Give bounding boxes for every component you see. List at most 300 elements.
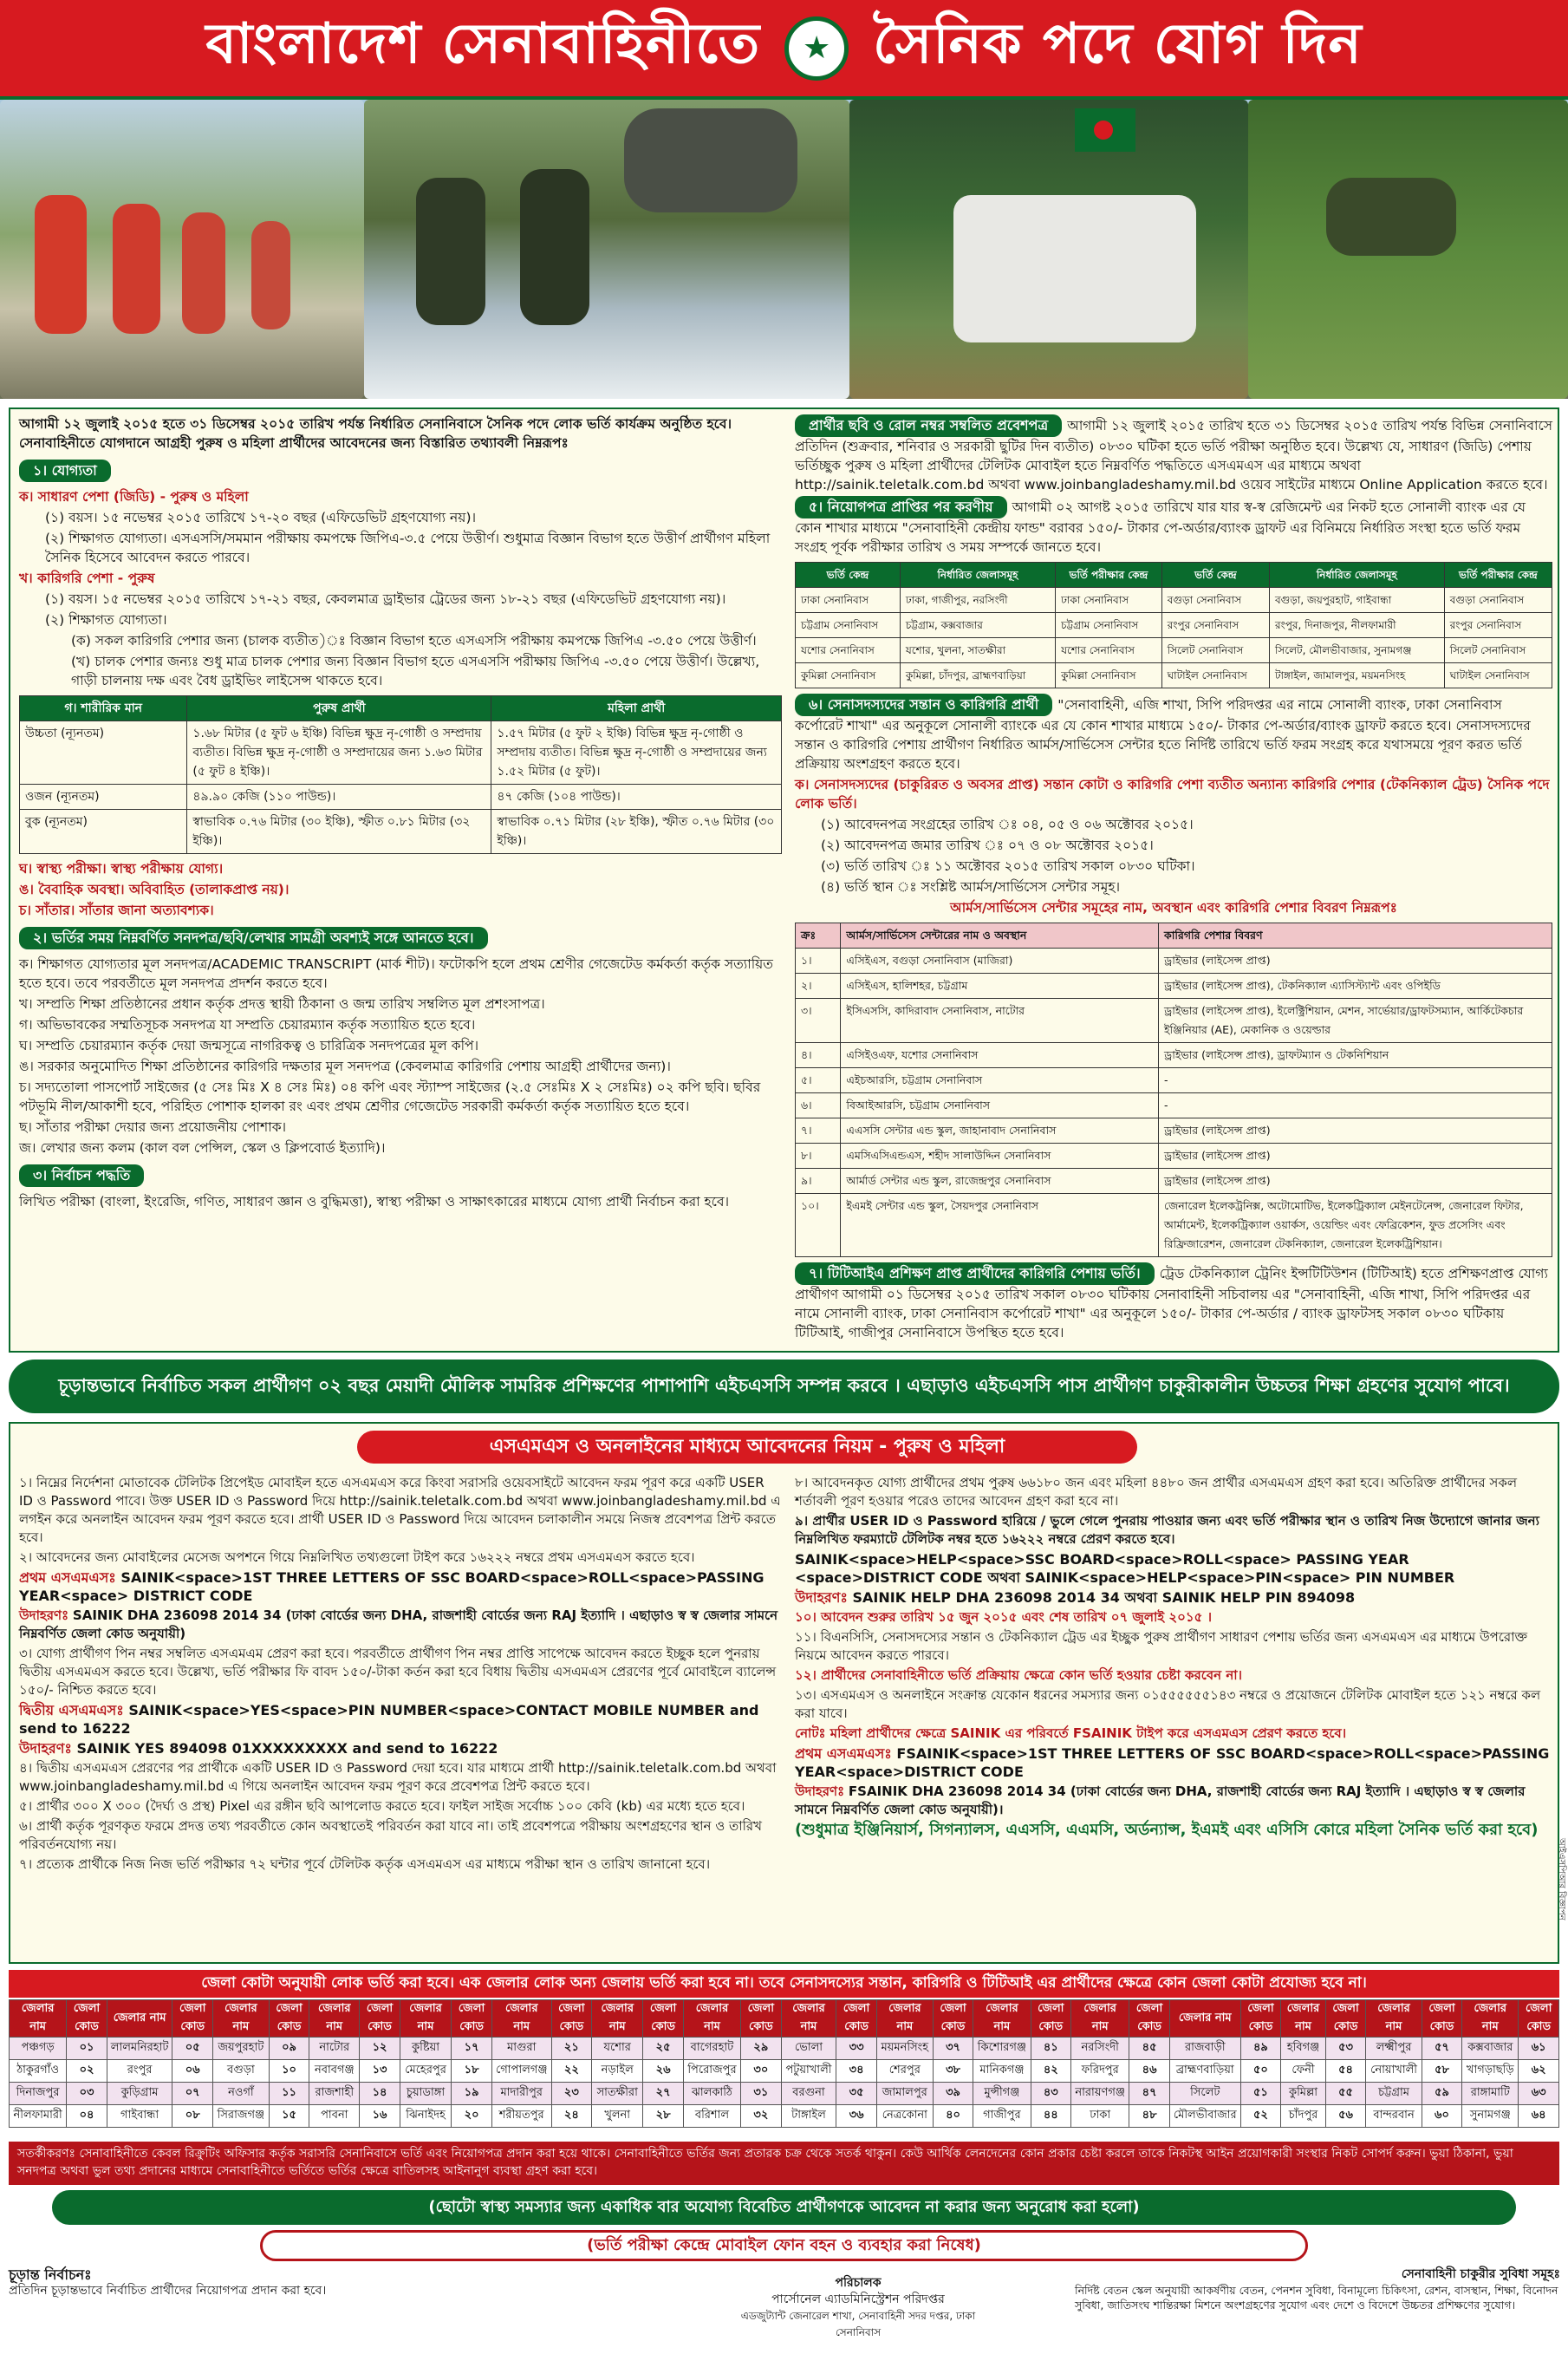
district-name: ঝালকাঠি [683,2083,740,2105]
second-sms-code: SAINIK<space>YES<space>PIN NUMBER<space>CONTACT MOBILE NUMBER and send to 16222 [19,1702,759,1737]
female-sms-code: FSAINIK<space>1ST THREE LETTERS OF SSC BOARD<space>ROLL<space>PASSING YEAR<space>DISTRICT CODE [795,1745,1550,1780]
district-code: ২৭ [643,2083,683,2105]
female-note: নোটঃ মহিলা প্রার্থীদের ক্ষেত্রে SAINIK এর পরিবর্তে FSAINIK টাইপ করে এসএমএস প্রেরণ করতে হবে। [795,1725,1347,1741]
district-name: মেহেরপুর [400,2060,452,2083]
table-cell: টাঙ্গাইল, জামালপুর, ময়মনসিংহ [1269,663,1444,688]
benefits-text: নির্দিষ্ট বেতন স্কেল অনুযায়ী আকর্ষণীয় বেতন, পেনশন সুবিধা, বিনামূল্যে চিকিৎসা, রেশন, বাসস্থান, শিক্ষা, বিনোদন সুবিধা, জাতিসংঘ শান্তিরক্ষা মিশনে অংশগ্রহণের সুযোগ এবং দেশে ও বিদেশে উচ্চতর প্রশিক্ষণের সুযোগ। [1075,2284,1558,2312]
district-name: মুন্সীগঞ্জ [973,2083,1031,2105]
district-name: ফরিদপুর [1071,2060,1129,2083]
table-cell: চট্টগ্রাম সেনানিবাস [796,613,901,638]
help-code: SAINIK<space>HELP<space>SSC BOARD<space>ROLL<space> PASSING YEAR <space>DISTRICT CODE অথবা SAINIK<space>HELP<space>PIN<space> PIN NUMBER [795,1551,1455,1586]
example-label: উদাহরণঃ [795,1589,848,1606]
first-sms-code: SAINIK<space>1ST THREE LETTERS OF SSC BOARD<space>ROLL<space>PASSING YEAR<space> DISTRICT CODE [19,1569,764,1604]
final-selection-head: চূড়ান্ত নির্বাচনঃ [9,2266,92,2283]
s7-text: ট্রেড টেকনিক্যাল ট্রেনিং ইন্সটিটিউশন (টিটিআই) হতে প্রশিক্ষণপ্রাপ্ত যোগ্য প্রার্থীগণ আগামী ০১ ডিসেম্বর ২০১৫ তারিখ সকাল ০৮৩০ ঘটিকায় সেনাবাহিনী সচিবালয় এর "সেনাবাহিনী, এজি শাখা, সিপি পরিদপ্তর এর নামে সোনালী ব্যাংক, ঢাকা সেনানিবাস কর্পোরেট শাখা" এর অনুকূলে ১৫০/- টাকার পে-অর্ডার / ব্যাংক ড্রাফটসহ সকাল ০৮৩০ ঘটিকায় টিটিআই, গাজীপুর সেনানিবাসে উপস্থিত হতে হবে। [795,1266,1548,1340]
physical-standard-table [19,695,782,854]
s1-kha1: (১) বয়স। ১৫ নভেম্বর ২০১৫ তারিখে ১৭-২১ বছর, কেবলমাত্র ড্রাইভার ট্রেডের জন্য ১৮-২১ বছর (এফিডেভিট গ্রহণযোগ্য নয়)। [45,591,726,607]
table-cell: ১.৫৭ মিটার (৫ ফুট ২ ইঞ্চি) বিভিন্ন ক্ষুদ্র নৃ-গোষ্ঠী ও সম্প্রদায় ব্যতীত। বিভিন্ন ক্ষুদ্র নৃ-গোষ্ঠী ও সম্প্রদায়ের জন্য ১.৫২ মিটার (৫ ফুট)। [491,721,782,785]
district-code: ৪৫ [1129,2038,1169,2060]
district-code: ১০ [269,2060,309,2083]
female-sms-example: FSAINIK DHA 236098 2014 34 (ঢাকা বোর্ডের জন্য DHA, রাজশাহী বোর্ডের জন্য RAJ ইত্যাদি । এছাড়াও স্ব স্ব জেলার সামনে নিম্নবর্ণিত জেলা কোড অনুযায়ী)। [795,1783,1526,1817]
table-row [10,2083,1559,2105]
photo-soldier-field [1248,100,1568,399]
s1-cha: চ। সাঁতার। সাঁতার জানা অত্যাবশ্যক। [19,903,214,918]
quota-head-name: জেলার নাম [973,2000,1031,2038]
district-code: ৩৮ [933,2060,973,2083]
district-name: সুনামগঞ্জ [1462,2105,1519,2128]
district-name: সাতক্ষীরা [592,2083,643,2105]
table-cell: চট্টগ্রাম, কক্সবাজার [900,613,1055,638]
district-code: ৩৭ [933,2038,973,2060]
table-cell: ৩। [796,999,841,1043]
district-name: ঢাকা [1071,2105,1129,2128]
s1-kha2b: (খ) চালক পেশার জন্যঃ শুধু মাত্র চালক পেশার জন্য বিজ্ঞান বিভাগ হতে এসএসসি পরীক্ষায় জিপিএ -৩.৫০ পেয়ে উত্তীর্ণ। উল্লেখ্য, গাড়ী চালনায় দক্ষ এবং বৈধ ড্রাইভিং লাইসেন্স থাকতে হবে। [71,654,760,688]
district-code: ২৪ [551,2105,591,2128]
district-code: ৩৩ [836,2038,876,2060]
sms-r9: ৯। প্রার্থীর USER ID ও Password হারিয়ে / ভুলে গেলে পুনরায় পাওয়ার জন্য এবং ভর্তি পরীক্ষার স্থান ও তারিখ নিজ উদ্যোগে জানার জন্য নিম্নলিখিত ফরম্যাটে টেলিটক নম্বর হতে ১৬২২২ নম্বরে প্রেরণ করতে হবে। [795,1513,1539,1547]
s2-item: ঘ। সম্প্রতি চেয়ারম্যান কর্তৃক দেয়া জন্মসূত্রে নাগরিকত্ব ও চারিত্রিক সনদপত্রের মূল কপি। [19,1038,479,1053]
table-cell: ৭। [796,1118,841,1144]
quota-head-name: জেলার নাম [1169,2000,1240,2038]
quota-head-code: জেলা কোড [1519,2000,1559,2038]
quota-head-code: জেলা কোড [269,2000,309,2038]
district-code: ৫৪ [1325,2060,1365,2083]
sms-l4: ৪। দ্বিতীয় এসএমএস প্রেরণের পর প্রার্থীকে একটি USER ID ও Password দেয়া হবে। যার মাধ্যমে প্রার্থী http://sainik.teletalk.com.bd অথবা www.joinbangladeshamy.mil.bd এ গিয়ে অনলাইন আবেদন ফরম পূরণ করে প্রবেশপত্র প্রিন্ট করতে হবে। [19,1760,777,1794]
district-name: কক্সবাজার [1462,2038,1519,2060]
table-cell: এমসিএসিএন্ডএস, শহীদ সালাউদ্দিন সেনানিবাস [841,1144,1159,1169]
table-row [20,785,782,810]
table-row [10,2038,1559,2060]
table-cell: ১। [796,949,841,974]
sms-r11: ১১। বিএনসিসি, সেনাসদস্যের সন্তান ও টেকনিক্যাল ট্রেড এর ইচ্ছুক পুরুষ প্রার্থীগণ সাধারণ পেশায় ভর্তির জন্য এসএমএস এর মাধ্যমে উপরোক্ত নিয়মে আবেদন করতে পারবে। [795,1629,1528,1663]
table-row [796,974,1552,999]
example-label: উদাহরণঃ [19,1740,72,1757]
s2-item: ঙ। সরকার অনুমোদিত শিক্ষা প্রতিষ্ঠানের কারিগরি দক্ষতার মূল সনদপত্র (কেবলমাত্র কারিগরি পেশায় আগ্রহী প্রার্থীদের জন্য)। [19,1059,671,1074]
table-cell: ড্রাইভার (লাইসেন্স প্রাপ্ত) [1159,1144,1552,1169]
director-dept: পার্সোনেল এ্যাডমিনিস্ট্রেশন পরিদপ্তর [771,2292,945,2306]
sms-r10: ১০। আবেদন শুরুর তারিখ ১৫ জুন ২০১৫ এবং শেষ তারিখ ০৭ জুলাই ২০১৫ । [795,1609,1212,1625]
quota-head-name: জেলার নাম [1281,2000,1326,2038]
district-code: ৪১ [1031,2038,1070,2060]
district-code: ০৫ [172,2038,212,2060]
table-cell: ইসিএসসি, কাদিরাবাদ সেনানিবাস, নাটোর [841,999,1159,1043]
quota-head-code: জেলা কোড [1031,2000,1070,2038]
table-row [10,2105,1559,2128]
quota-head-name: জেলার নাম [400,2000,452,2038]
section-6-head: ৬। সেনাসদস্যদের সন্তান ও কারিগরি প্রার্থী [795,694,1052,716]
district-name: পঞ্চগড় [10,2038,67,2060]
table-cell: এএসসি সেন্টার এন্ড স্কুল, জাহানাবাদ সেনানিবাস [841,1118,1159,1144]
quota-head-code: জেলা কোড [933,2000,973,2038]
district-name: নোয়াখালী [1366,2060,1422,2083]
table-cell: যশোর সেনানিবাস [1056,638,1162,663]
district-name: রংপুর [107,2060,172,2083]
s5-text: আগামী ০২ আগষ্ট ২০১৫ তারিখে যার যার স্ব-স্ব রেজিমেন্ট এর নিকট হতে সোনালী ব্যাংক এর যে কোন শাখার মাধ্যমে "সেনাবাহিনী কেন্দ্রীয় ফান্ড" বরাবর ১৫০/- টাকার পে-অর্ডার/ব্যাংক ড্রাফট এর বিনিময়ে নির্ধারিত সংস্থা হতে ভর্তি ফরম সংগ্রহ পূর্বক পরীক্ষার তারিখ ও সময় সম্পর্কে জানতে হবে। [795,499,1526,555]
section-5-head: ৫। নিয়োগপত্র প্রাপ্তির পর করণীয় [795,496,1007,518]
s1-ka: ক। সাধারণ পেশা (জিডি) - পুরুষ ও মহিলা [19,489,249,505]
district-code: ০১ [67,2038,107,2060]
footer-center [719,2275,997,2341]
quota-head-code: জেলা কোড [360,2000,400,2038]
sms-example-1: SAINIK DHA 236098 2014 34 (ঢাকা বোর্ডের জন্য DHA, রাজশাহী বোর্ডের জন্য RAJ ইত্যাদি । এছাড়াও স্ব স্ব জেলার সামনে নিম্নবর্ণিত জেলা কোড অনুযায়ী) [19,1607,778,1641]
quota-head-name: জেলার নাম [592,2000,643,2038]
district-code: ০৮ [172,2105,212,2128]
sms-l6: ৬। প্রার্থী কর্তৃক পূরণকৃত ফরমে প্রদত্ত তথ্য পরবর্তীতে কোন অবস্থাতেই পরিবর্তন করা যাবে না। তাই প্রবেশপত্রে পরীক্ষায় অংশগ্রহণের স্থান ও তারিখ পরিবর্তনযোগ্য নয়। [19,1818,763,1852]
s6-list-item: (২) আবেদনপত্র জমার তারিখ ঃ ০৭ ও ০৮ অক্টোবর ২০১৫। [821,838,1154,853]
district-code: ২৮ [643,2105,683,2128]
left-column [19,409,782,1351]
district-code: ৩০ [741,2060,781,2083]
first-sms-label: প্রথম এসএমএসঃ [19,1569,116,1586]
district-name: ভোলা [781,2038,836,2060]
center-head-cell: ভর্তি কেন্দ্র [1161,563,1269,588]
district-name: সিরাজগঞ্জ [212,2105,269,2128]
table-cell: ৬। [796,1093,841,1118]
table-row [796,1194,1552,1257]
right-column [795,409,1552,1351]
quota-head-name: জেলার নাম [1366,2000,1422,2038]
quota-head-code: জেলা কোড [67,2000,107,2038]
warning-note: সতর্কীকরণঃ সেনাবাহিনীতে কেবল রিক্রুটিং অফিসার কর্তৃক সরাসরি সেনানিবাসে ভর্তি এবং নিয়োগপত্র প্রদান করা হয়ে থাকে। সেনাবাহিনীতে ভর্তির জন্য প্রতারক চক্র থেকে সতর্ক থাকুন। কেউ আর্থিক লেনদেনের কোন প্রকার চেষ্টা করলে তাকে নিকটস্থ আইন প্রয়োগকারী সংস্থার নিকট সোপর্দ করুন। ভুয়া ঠিকানা, ভুয়া সনদপত্র অথবা ভুল তথ্য প্রদানের মাধ্যমে সেনাবাহিনীতে ভর্তিতে ভর্তির ক্ষেত্রে বাতিলসহ আইনানুগ ব্যবস্থা গ্রহণ করা হবে। [9,2142,1559,2185]
table-row [796,663,1552,688]
mobile-ban-note: (ভর্তি পরীক্ষা কেন্দ্রে মোবাইল ফোন বহন ও ব্যবহার করা নিষেধ) [260,2230,1308,2261]
district-code: ৪২ [1031,2060,1070,2083]
s6-center-caption: আর্মস/সার্ভিসেস সেন্টার সমূহের নাম, অবস্থান এবং কারিগরি পেশার বিবরণ নিম্নরূপঃ [950,900,1397,916]
district-code: ২০ [452,2105,491,2128]
sms-l2: ২। আবেদনের জন্য মোবাইলের মেসেজ অপশনে গিয়ে নিম্নলিখিত তথ্যগুলো টাইপ করে ১৬২২২ নম্বরে প্রথম এসএমএস করতে হবে। [19,1549,695,1565]
s1-kha2: (২) শিক্ষাগত যোগ্যতা। [45,612,167,628]
side-caption: আইএসপিআর বিজ্ঞাপন [1557,1838,1566,1920]
center-head-cell: আর্মস/সার্ভিসেস সেন্টারের নাম ও অবস্থান [841,923,1159,949]
sms-head: এসএমএস ও অনলাইনের মাধ্যমে আবেদনের নিয়ম - পুরুষ ও মহিলা [357,1431,1137,1464]
s1-gha: ঘ। স্বাস্থ্য পরীক্ষা। স্বাস্থ্য পরীক্ষায় যোগ্য। [19,861,224,877]
district-code: ০৩ [67,2083,107,2105]
sms-r8: ৮। আবেদনকৃত যোগ্য প্রার্থীদের প্রথম পুরুষ ৬৬১৮০ জন এবং মহিলা ৪৪৮০ জন প্রার্থীর এসএমএস গ্রহণ করা হবে। অতিরিক্ত প্রার্থীদের সকল শর্তাবলী পূরণ হওয়ার পরেও তাদের আবেদন গ্রহণ করা হবে না। [795,1475,1518,1509]
table-cell: চট্টগ্রাম সেনানিবাস [1056,613,1162,638]
table-cell: স্বাভাবিক ০.৭৬ মিটার (৩০ ইঞ্চি), স্ফীত ০.৮১ মিটার (৩২ ইঞ্চি)। [187,810,491,854]
director-title: পরিচালক [835,2276,882,2290]
district-code: ৩৬ [836,2105,876,2128]
quota-head: জেলা কোটা অনুযায়ী লোক ভর্তি করা হবে। এক জেলার লোক অন্য জেলায় ভর্তি করা হবে না। তবে সেনাসদস্যের সন্তান, কারিগরি ও টিটিআই এর প্রার্থীদের ক্ষেত্রে কোন জেলা কোটা প্রযোজ্য হবে না। [9,1970,1559,1998]
quota-head-code: জেলা কোড [1129,2000,1169,2038]
district-name: চাঁদপুর [1281,2105,1326,2128]
district-code: ৫৬ [1325,2105,1365,2128]
title-right: সৈনিক পদে যোগ দিন [873,12,1363,76]
district-name: রাজবাড়ী [1169,2038,1240,2060]
quota-head-name: জেলার নাম [1071,2000,1129,2038]
district-code: ৬৩ [1519,2083,1559,2105]
quota-head-name: জেলার নাম [683,2000,740,2038]
hsc-banner: চূড়ান্তভাবে নির্বাচিত সকল প্রার্থীগণ ০২ বছর মেয়াদী মৌলিক সামরিক প্রশিক্ষণের পাশাপাশি এইচএসসি সম্পন্ন করবে । এছাড়াও এইচএসসি পাস প্রার্থীগণ চাকুরীকালীন উচ্চতর শিক্ষা গ্রহণের সুযোগ পাবে। [9,1360,1559,1413]
quota-head-name: জেলার নাম [212,2000,269,2038]
district-code: ৬২ [1519,2060,1559,2083]
quota-head-code: জেলা কোড [551,2000,591,2038]
s3-text: লিখিত পরীক্ষা (বাংলা, ইংরেজি, গণিত, সাধারণ জ্ঞান ও বুদ্ধিমত্তা), স্বাস্থ্য পরীক্ষা ও সাক্ষাৎকারের মাধ্যমে যোগ্য প্রার্থী নির্বাচন করা হবে। [19,1194,730,1210]
district-code: ৬৪ [1519,2105,1559,2128]
photo-soldiers-water [364,100,849,399]
district-name: নড়াইল [592,2060,643,2083]
table-cell: ২। [796,974,841,999]
district-name: পাবনা [309,2105,360,2128]
district-name: খুলনা [592,2105,643,2128]
table-row [796,1169,1552,1194]
section-2-head: ২। ভর্তির সময় নিম্নবর্ণিত সনদপত্র/ছবি/লেখার সামগ্রী অবশ্যই সঙ্গে আনতে হবে। [19,927,488,949]
district-name: জামালপুর [876,2083,933,2105]
table-cell: বগুড়া সেনানিবাস [1161,588,1269,613]
center-head-cell: কারিগরি পেশার বিবরণ [1159,923,1552,949]
sms-section [9,1422,1559,1964]
district-name: জয়পুরহাট [212,2038,269,2060]
table-cell: ৯। [796,1169,841,1194]
district-code: ১১ [269,2083,309,2105]
district-name: দিনাজপুর [10,2083,67,2105]
arms-center-table [795,923,1552,1257]
table-cell: সিলেট সেনানিবাস [1444,638,1552,663]
s2-item: ক। শিক্ষাগত যোগ্যতার মূল সনদপত্র/ACADEMIC TRANSCRIPT (মার্ক শীট)। ফটোকপি হলে প্রথম শ্রেণীর গেজেটেড কর্মকর্তা কর্তৃক সত্যায়িত হতে হবে। তবে পরবর্তীতে মূল সনদপত্র প্রদর্শন করতে হবে। [19,956,773,991]
district-code: ১৮ [452,2060,491,2083]
district-code: ২৬ [643,2060,683,2083]
district-name: মাদারীপুর [491,2083,551,2105]
district-name: চট্টগ্রাম [1366,2083,1422,2105]
table-cell: সিলেট সেনানিবাস [1161,638,1269,663]
table-row [796,1144,1552,1169]
center-head-cell: ভর্তি পরীক্ষার কেন্দ্র [1444,563,1552,588]
district-name: ঝিনাইদহ [400,2105,452,2128]
sms-right-column [795,1472,1552,1841]
district-code: ২৩ [551,2083,591,2105]
table-cell: এসিইএস, হালিশহর, চট্টগ্রাম [841,974,1159,999]
district-code: ২৫ [643,2038,683,2060]
s1-ka2: (২) শিক্ষাগত যোগ্যতা। এসএসসি/সমমান পরীক্ষায় কমপক্ষে জিপিএ-৩.৫ পেয়ে উত্তীর্ণ। শুধুমাত্র বিজ্ঞান বিভাগ হতে উত্তীর্ণ প্রার্থীগণ মহিলা সৈনিক হিসেবে আবেদন করতে পারবে। [45,531,771,565]
table-row [796,999,1552,1043]
table-cell: রংপুর সেনানিবাস [1444,613,1552,638]
photo-recruits-running [0,100,364,399]
footer-right [1075,2266,1560,2312]
district-name: মৌলভীবাজার [1169,2105,1240,2128]
district-name: কুড়িগ্রাম [107,2083,172,2105]
s6-list-item: (১) আবেদনপত্র সংগ্রহের তারিখ ঃ ০৪, ০৫ ও ০৬ অক্টোবর ২০১৫। [821,817,1194,832]
table-cell: রংপুর, দিনাজপুর, নীলফামারী [1269,613,1444,638]
director-office: এডজুট্যান্ট জেনারেল শাখা, সেনাবাহিনী সদর দপ্তর, ঢাকা সেনানিবাস [740,2310,976,2338]
district-name: নরসিংদী [1071,2038,1129,2060]
sms-example-2: SAINIK YES 894098 01XXXXXXXXX and send to 16222 [76,1740,498,1757]
footer-left [9,2266,355,2299]
table-cell: এসিইএস, বগুড়া সেনানিবাস (মাজিরা) [841,949,1159,974]
s6-text: "সেনাবাহিনী, এজি শাখা, সিপি পরিদপ্তর এর নামে সোনালী ব্যাংক, ঢাকা সেনানিবাস কর্পোরেট শাখা" এর অনুকূলে সোনালী ব্যাংকে এর যে কোন শাখার মাধ্যমে ১৫০/- টাকার পে-অর্ডার/ব্যাংক ড্রাফট করতে হবে। সেনাসদস্যদের সন্তান ও কারিগরি পেশায় প্রার্থীগণ নির্ধারিত আর্মস/সার্ভিসেস সেন্টার হতে নির্দিষ্ট তারিখে ভর্তি ফরম সংগ্রহ করে যথাসময়ে পূরণ করত ভর্তি প্রক্রিয়ায় অংশগ্রহণ করতে হবে। [795,697,1531,772]
section-7-head: ৭। টিটিআইএ প্রশিক্ষণ প্রাপ্ত প্রার্থীদের কারিগরি পেশায় ভর্তি। [795,1262,1155,1285]
benefits-head: সেনাবাহিনী চাকুরীর সুবিধা সমূহঃ [1401,2267,1560,2281]
table-cell: এইচআরসি, চট্টগ্রাম সেনানিবাস [841,1068,1159,1093]
district-code: ০৪ [67,2105,107,2128]
footer [9,2266,1559,2350]
photo-un-apc [849,100,1248,399]
district-name: ফেনী [1281,2060,1326,2083]
intro-right: আগামী ১২ জুলাই ২০১৫ তারিখ হতে ৩১ ডিসেম্বর ২০১৫ তারিখ পর্যন্ত বিভিন্ন সেনানিবাসে প্রতিদিন (শুক্রবার, শনিবার ও সরকারী ছুটির দিন ব্যতীত) ০৮৩০ ঘটিকা হতে ভর্তি পরীক্ষা অনুষ্ঠিত হবে। উল্লেখ্য যে, সাধারণ (জিডি) পেশায় ভর্তিচ্ছুক পুরুষ ও মহিলা প্রার্থীদের টেলিটক মোবাইল হতে নিম্নবর্ণিত পদ্ধতিতে এসএমএস এর মাধ্যমে অথবা http://sainik.teletalk.com.bd অথবা www.joinbangladeshamy.mil.bd ওয়েব সাইটের মাধ্যমে Online Application করতে হবে। [795,418,1552,492]
district-name: নীলফামারী [10,2105,67,2128]
district-name: টাঙ্গাইল [781,2105,836,2128]
health-note: (ছোটো স্বাস্থ্য সমস্যার জন্য একাধিক বার অযোগ্য বিবেচিত প্রার্থীগণকে আবেদন না করার জন্য অনুরোধ করা হলো) [52,2190,1516,2225]
table-row [796,1043,1552,1068]
district-name: গাইবান্ধা [107,2105,172,2128]
table-row [796,638,1552,663]
district-name: শরীয়তপুর [491,2105,551,2128]
table-row [796,1118,1552,1144]
district-name: খাগড়াছড়ি [1462,2060,1519,2083]
table-cell: ৪। [796,1043,841,1068]
hero-photo-collage [0,100,1568,399]
quota-head-code: জেলা কোড [452,2000,491,2038]
phys-head-cell: গ। শারীরিক মান [20,696,187,721]
district-code: ১২ [360,2038,400,2060]
help-example: SAINIK HELP DHA 236098 2014 34 অথবা SAINIK HELP PIN 894098 [852,1589,1356,1606]
s6-list-item: (৩) ভর্তি তারিখ ঃ ১১ অক্টোবর ২০১৫ তারিখ সকাল ০৮৩০ ঘটিকা। [821,858,1195,874]
district-name: পটুয়াখালী [781,2060,836,2083]
district-code: ৫৮ [1422,2060,1461,2083]
district-code: ৩৪ [836,2060,876,2083]
district-code: ৫৩ [1325,2038,1365,2060]
table-cell: ওজন (ন্যূনতম) [20,785,187,810]
center-head-cell: নির্ধারিত জেলাসমূহ [900,563,1055,588]
table-cell: - [1159,1093,1552,1118]
district-name: হবিগঞ্জ [1281,2038,1326,2060]
table-cell: বগুড়া, জয়পুরহাট, গাইবান্ধা [1269,588,1444,613]
district-name: ময়মনসিংহ [876,2038,933,2060]
female-corps-note: (শুধুমাত্র ইঞ্জিনিয়ার্স, সিগন্যালস, এএসসি, এএমসি, অর্ডন্যান্স, ইএমই এবং এসিসি কোরে মহিলা সৈনিক ভর্তি করা হবে) [795,1821,1539,1839]
s2-item: খ। সম্প্রতি শিক্ষা প্রতিষ্ঠানের প্রধান কর্তৃক প্রদত্ত স্থায়ী ঠিকানা ও জন্ম তারিখ সম্বলিত মূল প্রশংসাপত্র। [19,996,545,1012]
district-name: পিরোজপুর [683,2060,740,2083]
s1-umo: ঙ। বৈবাহিক অবস্থা। অবিবাহিত (তালাকপ্রাপ্ত নয়)। [19,882,290,897]
table-cell: বগুড়া সেনানিবাস [1444,588,1552,613]
district-name: নবাবগঞ্জ [309,2060,360,2083]
district-code: ০৯ [269,2038,309,2060]
district-code: ৪৮ [1129,2105,1169,2128]
s1-kha: খ। কারিগরি পেশা - পুরুষ [19,571,155,586]
quota-head-code: জেলা কোড [741,2000,781,2038]
table-cell: যশোর, খুলনা, সাতক্ষীরা [900,638,1055,663]
table-cell: ১.৬৮ মিটার (৫ ফুট ৬ ইঞ্চি) বিভিন্ন ক্ষুদ্র নৃ-গোষ্ঠী ও সম্প্রদায় ব্যতীত। বিভিন্ন ক্ষুদ্র নৃ-গোষ্ঠী ও সম্প্রদায়ের জন্য ১.৬৩ মিটার (৫ ফুট ৪ ইঞ্চি)। [187,721,491,785]
table-cell: ড্রাইভার (লাইসেন্স প্রাপ্ত), ইলেক্ট্রিশিয়ান, মেশন, সার্ভেয়ার/ড্রাফটসম্যান, আর্কিটেকচার ইঞ্জিনিয়ার (AE), মেকানিক ও ওয়েল্ডার [1159,999,1552,1043]
quota-head-name: জেলার নাম [107,2000,172,2038]
s2-item: ছ। সাঁতার পরীক্ষা দেয়ার জন্য প্রয়োজনীয় পোশাক। [19,1119,287,1135]
district-quota-table [9,1999,1559,2128]
district-name: বান্দরবান [1366,2105,1422,2128]
district-code: ৪৬ [1129,2060,1169,2083]
table-cell: বুক (ন্যূনতম) [20,810,187,854]
district-code: ৩৫ [836,2083,876,2105]
district-name: রাঙ্গামাটি [1462,2083,1519,2105]
district-name: লক্ষ্মীপুর [1366,2038,1422,2060]
s2-item: জ। লেখার জন্য কলম (কাল বল পেন্সিল, স্কেল ও ক্লিপবোর্ড ইত্যাদি)। [19,1140,386,1156]
final-selection-text: প্রতিদিন চূড়ান্তভাবে নির্বাচিত প্রার্থীদের নিয়োগপত্র প্রদান করা হবে। [9,2284,327,2298]
district-name: সিলেট [1169,2083,1240,2105]
district-name: রাজশাহী [309,2083,360,2105]
district-name: গাজীপুর [973,2105,1031,2128]
s2-item: গ। অভিভাবকের সম্মতিসূচক সনদপত্র যা সম্প্রতি চেয়ারম্যান কর্তৃক সত্যায়িত হতে হবে। [19,1017,476,1033]
district-code: ৫২ [1240,2105,1280,2128]
district-code: ১৯ [452,2083,491,2105]
district-code: ৬১ [1519,2038,1559,2060]
district-name: কুষ্টিয়া [400,2038,452,2060]
main-content [9,408,1559,1353]
table-cell: ঘাটাইল সেনানিবাস [1444,663,1552,688]
quota-head-code: জেলা কোড [172,2000,212,2038]
table-cell: ঘাটাইল সেনানিবাস [1161,663,1269,688]
table-row [796,949,1552,974]
table-cell: উচ্চতা (ন্যূনতম) [20,721,187,785]
sms-l7: ৭। প্রত্যেক প্রার্থীকে নিজ নিজ ভর্তি পরীক্ষার ৭২ ঘন্টার পূর্বে টেলিটক কর্তৃক এসএমএস এর মাধ্যমে পরীক্ষা স্থান ও তারিখ জানানো হবে। [19,1856,711,1872]
table-row [10,2060,1559,2083]
sms-l3: ৩। যোগ্য প্রার্থীগণ পিন নম্বর সম্বলিত এসএমএম প্রেরণ করা হবে। পরবর্তীতে প্রার্থীগণ পিন নম্বর প্রাপ্তি সাপেক্ষে আবেদন করতে ইচ্ছুক হলে পুনরায় দ্বিতীয় এসএমএস করতে হবে। উল্লেখ্য, ভর্তি পরীক্ষার ফি বাবদ ১৫০/-টাকা কর্তন করা হবে বিধায় দ্বিতীয় এসএমএস প্রেরণের পূর্বে মোবাইলে ব্যালেন্স ১৫০/- নিশ্চিত করতে হবে। [19,1646,777,1698]
district-code: ৪৪ [1031,2105,1070,2128]
table-cell: কুমিল্লা সেনানিবাস [1056,663,1162,688]
district-name: নেত্রকোনা [876,2105,933,2128]
quota-head-code: জেলা কোড [836,2000,876,2038]
table-row [20,810,782,854]
district-name: নওগাঁ [212,2083,269,2105]
section-1-head: ১। যোগ্যতা [19,460,111,482]
table-cell: স্বাভাবিক ০.৭১ মিটার (২৮ ইঞ্চি), স্ফীত ০.৭৬ মিটার (৩০ ইঞ্চি)। [491,810,782,854]
district-code: ৫০ [1240,2060,1280,2083]
table-cell: ড্রাইভার (লাইসেন্স প্রাপ্ত) [1159,1118,1552,1144]
table-cell: ড্রাইভার (লাইসেন্স প্রাপ্ত), ড্রাফটম্যান ও টেকনিশিয়ান [1159,1043,1552,1068]
district-name: চুয়াডাঙ্গা [400,2083,452,2105]
phys-head-cell: পুরুষ প্রার্থী [187,696,491,721]
table-cell: ১০। [796,1194,841,1257]
district-name: গোপালগঞ্জ [491,2060,551,2083]
district-code: ২২ [551,2060,591,2083]
quota-head-name: জেলার নাম [781,2000,836,2038]
district-code: ০২ [67,2060,107,2083]
district-code: ৪৩ [1031,2083,1070,2105]
district-name: লালমনিরহাট [107,2038,172,2060]
district-code: ৫৫ [1325,2083,1365,2105]
intro-left: আগামী ১২ জুলাই ২০১৫ হতে ৩১ ডিসেম্বর ২০১৫ তারিখ পর্যন্ত নির্ধারিত সেনানিবাসে সৈনিক পদে লোক ভর্তি কার্যক্রম অনুষ্ঠিত হবে। সেনাবাহিনীতে যোগদানে আগ্রহী পুরুষ ও মহিলা প্রার্থীদের আবেদনের জন্য বিস্তারিত তথ্যাবলী নিম্নরূপঃ [19,416,732,451]
quota-head-code: জেলা কোড [1325,2000,1365,2038]
district-code: ১৫ [269,2105,309,2128]
quota-header-row [10,2000,1559,2038]
table-cell: বিআইআরসি, চট্টগ্রাম সেনানিবাস [841,1093,1159,1118]
sms-left-column [19,1472,782,1875]
district-name: বরগুনা [781,2083,836,2105]
quota-head-name: জেলার নাম [1462,2000,1519,2038]
s2-item: চ। সদ্যতোলা পাসপোর্ট সাইজের (৫ সেঃ মিঃ X ৪ সেঃ মিঃ) ০৪ কপি এবং স্ট্যাম্প সাইজের (২.৫ সেঃমিঃ X ২ সেঃমিঃ) ০২ কপি ছবি। ছবির পটভূমি নীল/আকাশী হবে, পরিহিত পোশাক হালকা রং এবং প্রথম শ্রেণীর গেজেটেড সরকারী কর্মকর্তা কর্তৃক সত্যায়িত হতে হবে। [19,1079,761,1114]
district-code: ৫৭ [1422,2038,1461,2060]
quota-head-name: জেলার নাম [10,2000,67,2038]
table-cell: যশোর সেনানিবাস [796,638,901,663]
title-band [0,0,1568,100]
district-name: কিশোরগঞ্জ [973,2038,1031,2060]
district-code: ৩২ [741,2105,781,2128]
table-cell: ঢাকা, গাজীপুর, নরসিংদী [900,588,1055,613]
district-code: ০৬ [172,2060,212,2083]
quota-head-name: জেলার নাম [876,2000,933,2038]
table-cell: ড্রাইভার (লাইসেন্স প্রাপ্ত), টেকনিক্যাল এ্যাসিস্ট্যান্ট এবং ওপিইডি [1159,974,1552,999]
exam-center-table [795,562,1552,688]
table-cell: ড্রাইভার (লাইসেন্স প্রাপ্ত) [1159,1169,1552,1194]
district-code: ৩১ [741,2083,781,2105]
district-code: ৩৯ [933,2083,973,2105]
quota-head-name: জেলার নাম [309,2000,360,2038]
district-code: ২১ [551,2038,591,2060]
phys-head-cell: মহিলা প্রার্থী [491,696,782,721]
s1-kha2a: (ক) সকল কারিগরি পেশার জন্য (চালক ব্যতীত)ঃ বিজ্ঞান বিভাগ হতে এসএসসি পরীক্ষায় কমপক্ষে জিপিএ -৩.৫০ পেয়ে উত্তীর্ণ। [71,633,757,649]
district-name: যশোর [592,2038,643,2060]
table-cell: ড্রাইভার (লাইসেন্স প্রাপ্ত) [1159,949,1552,974]
district-code: ৫৯ [1422,2083,1461,2105]
district-name: বগুড়া [212,2060,269,2083]
district-name: শেরপুর [876,2060,933,2083]
table-cell: আর্মার্ড সেন্টার এন্ড স্কুল, রাজেন্দ্রপুর সেনানিবাস [841,1169,1159,1194]
